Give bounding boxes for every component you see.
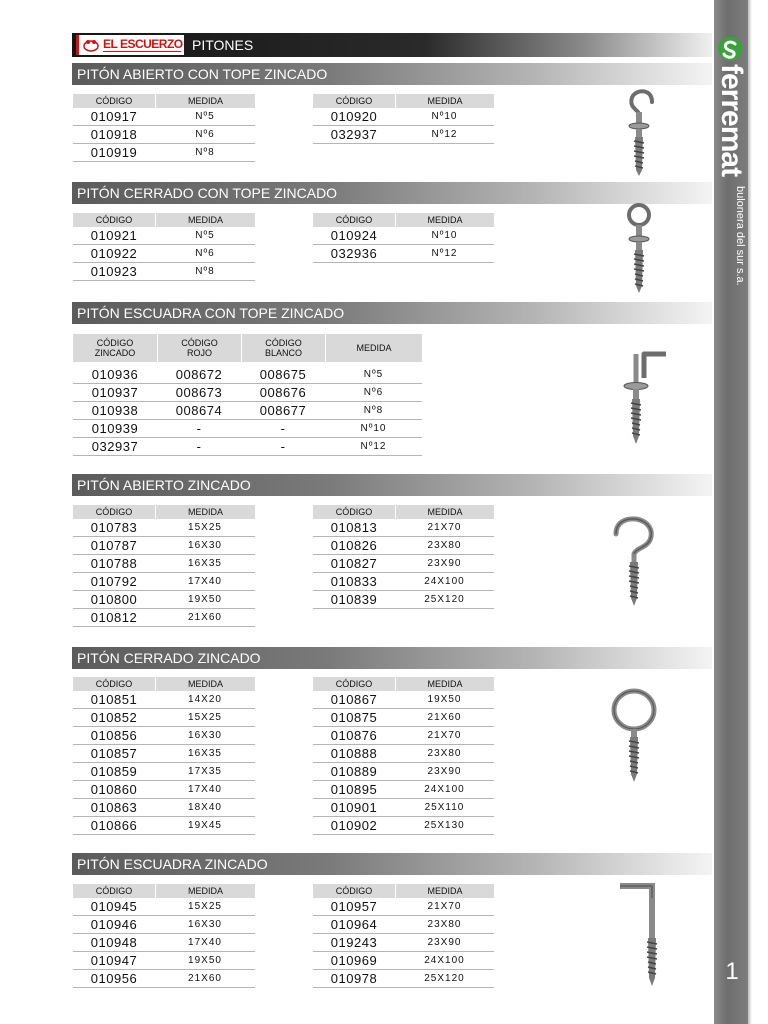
code-zincado-cell: 010938 (91, 403, 139, 418)
code-cell: 010969 (330, 953, 378, 968)
table-row (313, 126, 494, 144)
table-row (73, 420, 422, 438)
header-medida: MEDIDA (155, 213, 255, 227)
code-cell: 010917 (90, 109, 138, 124)
header-codigo: CÓDIGO (73, 505, 155, 519)
code-cell: 032937 (330, 127, 378, 142)
table-row (313, 227, 494, 245)
header-codigo: CÓDIGO (313, 505, 395, 519)
code-cell: 010902 (330, 818, 378, 833)
code-rojo-cell: - (196, 439, 202, 454)
size-cell: Nº10 (431, 230, 458, 241)
closed-eye-image (606, 688, 666, 784)
size-cell: Nº12 (431, 129, 458, 140)
size-cell: 23X90 (427, 937, 462, 948)
size-cell: 21X70 (427, 522, 462, 533)
code-zincado-cell: 010937 (91, 385, 139, 400)
code-cell: 010859 (90, 764, 138, 779)
size-cell: 25X110 (424, 802, 465, 813)
table-row (313, 537, 494, 555)
code-cell: 010889 (330, 764, 378, 779)
size-cell: 18X40 (188, 802, 222, 813)
table-row (313, 781, 494, 799)
table-row (73, 745, 255, 763)
code-cell: 010948 (90, 935, 138, 950)
table-row (73, 108, 255, 126)
size-cell: Nº5 (195, 230, 215, 241)
code-zincado-cell: 032937 (91, 439, 139, 454)
table-row (313, 817, 494, 835)
header-codigo: CÓDIGO (73, 884, 155, 898)
header-codigo: CÓDIGO (73, 677, 155, 691)
size-cell: 17X40 (188, 937, 222, 948)
table-row (313, 245, 494, 263)
size-cell: 24X100 (424, 955, 465, 966)
table-row (73, 438, 422, 456)
header-codigo: CÓDIGO (313, 884, 395, 898)
table-left-4 (73, 505, 255, 627)
open-hook-with-stop-image (618, 86, 668, 178)
code-cell: 010875 (330, 710, 378, 725)
size-cell: Nº8 (363, 405, 384, 416)
size-cell: 25X120 (424, 973, 465, 984)
size-cell: 15X25 (188, 901, 222, 912)
header-medida: MEDIDA (155, 677, 255, 691)
code-cell: 010851 (90, 692, 138, 707)
code-cell: 010792 (90, 574, 138, 589)
table-left-5 (73, 677, 255, 835)
size-cell: 16X35 (188, 748, 222, 759)
header-codigo: CÓDIGO (73, 94, 155, 108)
code-cell: 010895 (330, 782, 378, 797)
code-cell: 010918 (90, 127, 138, 142)
table-row (313, 898, 494, 916)
section-title-3: PITÓN ESCUADRA CON TOPE ZINCADO (72, 302, 712, 324)
brand-subtitle: bulonera del sur s.a. (734, 186, 746, 286)
table-row (73, 781, 255, 799)
code-cell: 010922 (90, 246, 138, 261)
size-cell: 17X35 (188, 766, 222, 777)
code-cell: 010876 (330, 728, 378, 743)
table-row (73, 691, 255, 709)
code-cell: 010964 (330, 917, 378, 932)
table-row (313, 691, 494, 709)
code-rojo-cell: 008674 (175, 403, 223, 418)
size-cell: Nº12 (360, 441, 387, 452)
code-cell: 010919 (90, 145, 138, 160)
code-cell: 010813 (330, 520, 378, 535)
code-cell: 010783 (90, 520, 138, 535)
table-row (73, 799, 255, 817)
table-row (73, 263, 255, 281)
code-cell: 010827 (330, 556, 378, 571)
code-cell: 010947 (90, 953, 138, 968)
size-cell: 21X60 (427, 712, 462, 723)
el-escuerzo-logo (76, 35, 184, 55)
table-row (73, 898, 255, 916)
size-cell: 21X60 (188, 973, 222, 984)
code-cell: 010924 (330, 228, 378, 243)
code-cell: 010920 (330, 109, 378, 124)
size-cell: Nº5 (195, 111, 215, 122)
header-codigo: CÓDIGO (313, 213, 395, 227)
table-row (313, 108, 494, 126)
code-cell: 010800 (90, 592, 138, 607)
code-cell: 010787 (90, 538, 138, 553)
open-hook-image (608, 514, 664, 608)
code-cell: 010839 (330, 592, 378, 607)
table-escuadra-tope (73, 334, 422, 456)
size-cell: 17X40 (188, 576, 222, 587)
table-right-5 (313, 677, 494, 835)
size-cell: 23X80 (427, 540, 462, 551)
table-right-4 (313, 505, 494, 609)
code-cell: 010866 (90, 818, 138, 833)
table-row (73, 573, 255, 591)
size-cell: 16X30 (188, 919, 222, 930)
size-cell: 19X50 (427, 694, 462, 705)
table-right-2 (313, 213, 494, 263)
header-medida: MEDIDA (155, 94, 255, 108)
table-row (313, 916, 494, 934)
size-cell: Nº6 (363, 387, 384, 398)
code-cell: 010923 (90, 264, 138, 279)
table-row (313, 519, 494, 537)
code-rojo-cell: - (196, 421, 202, 436)
size-cell: 25X120 (424, 594, 465, 605)
header-codigo: CÓDIGO (73, 213, 155, 227)
code-cell: 010921 (90, 228, 138, 243)
table-row (73, 591, 255, 609)
size-cell: Nº10 (360, 423, 387, 434)
table-row (73, 366, 422, 384)
table-row (313, 727, 494, 745)
code-blanco-cell: - (280, 421, 286, 436)
page-number: 1 (725, 958, 739, 985)
table-row (313, 799, 494, 817)
header-codigo: CÓDIGO (313, 94, 395, 108)
logo-text: EL ESCUERZO (103, 37, 183, 51)
closed-eye-with-stop-image (618, 202, 668, 296)
code-cell: 010946 (90, 917, 138, 932)
code-rojo-cell: 008673 (175, 385, 223, 400)
section-title-4: PITÓN ABIERTO ZINCADO (72, 474, 712, 496)
header-medida: MEDIDA (395, 884, 494, 898)
table-left-6 (73, 884, 255, 988)
code-cell: 010788 (90, 556, 138, 571)
code-rojo-cell: 008672 (175, 367, 223, 382)
size-cell: 19X50 (188, 594, 222, 605)
size-cell: 23X80 (427, 919, 462, 930)
table-row (313, 934, 494, 952)
code-blanco-cell: 008675 (259, 367, 307, 382)
code-cell: 010957 (330, 899, 378, 914)
table-row (73, 952, 255, 970)
code-cell: 010826 (330, 538, 378, 553)
code-cell: 010867 (330, 692, 378, 707)
table-row (73, 402, 422, 420)
size-cell: Nº12 (431, 248, 458, 259)
table-row (73, 817, 255, 835)
header-codigo-zincado: CÓDIGO ZINCADO (73, 334, 157, 362)
header-medida: MEDIDA (395, 505, 494, 519)
table-row (313, 763, 494, 781)
code-cell: 010856 (90, 728, 138, 743)
size-cell: 24X100 (424, 784, 465, 795)
code-cell: 010956 (90, 971, 138, 986)
table-row (313, 573, 494, 591)
square-hook-with-stop-image (614, 346, 674, 448)
size-cell: Nº8 (195, 147, 215, 158)
header-codigo: CÓDIGO (313, 677, 395, 691)
table-row (313, 709, 494, 727)
code-zincado-cell: 010939 (91, 421, 139, 436)
size-cell: Nº8 (195, 266, 215, 277)
size-cell: 21X60 (188, 612, 222, 623)
code-cell: 010852 (90, 710, 138, 725)
code-cell: 010863 (90, 800, 138, 815)
table-right-1 (313, 94, 494, 144)
table-row (73, 916, 255, 934)
size-cell: 19X45 (188, 820, 222, 831)
code-cell: 010857 (90, 746, 138, 761)
code-cell: 010978 (330, 971, 378, 986)
size-cell: 24X100 (424, 576, 465, 587)
size-cell: Nº6 (195, 248, 215, 259)
size-cell: 19X50 (188, 955, 222, 966)
code-cell: 032936 (330, 246, 378, 261)
size-cell: 23X80 (427, 748, 462, 759)
section-title-1: PITÓN ABIERTO CON TOPE ZINCADO (72, 63, 712, 85)
section-title-5: PITÓN CERRADO ZINCADO (72, 647, 712, 669)
header-medida: MEDIDA (325, 334, 422, 362)
size-cell: 16X30 (188, 730, 222, 741)
page-title: PITONES (192, 37, 254, 53)
table-row (73, 555, 255, 573)
size-cell: Nº10 (431, 111, 458, 122)
table-row (73, 519, 255, 537)
header-medida: MEDIDA (395, 677, 494, 691)
table-row (73, 727, 255, 745)
size-cell: 21X70 (427, 730, 462, 741)
table-row (73, 245, 255, 263)
table-row (73, 126, 255, 144)
table-row (313, 745, 494, 763)
brand-name: ferremat (715, 64, 748, 177)
table-row (313, 591, 494, 609)
code-cell: 010945 (90, 899, 138, 914)
frog-icon (82, 38, 100, 52)
table-row (73, 609, 255, 627)
table-left-2 (73, 213, 255, 281)
size-cell: 25X130 (424, 820, 465, 831)
table-row (73, 970, 255, 988)
table-row (73, 384, 422, 402)
header-codigo-blanco: CÓDIGO BLANCO (241, 334, 325, 362)
ferremat-logo-icon (717, 36, 743, 62)
size-cell: 23X90 (427, 766, 462, 777)
size-cell: 16X35 (188, 558, 222, 569)
table-right-6 (313, 884, 494, 988)
size-cell: Nº5 (363, 369, 384, 380)
table-row (73, 709, 255, 727)
header-medida: MEDIDA (395, 94, 494, 108)
code-cell: 019243 (330, 935, 378, 950)
square-hook-image (612, 878, 666, 990)
code-blanco-cell: - (280, 439, 286, 454)
header-medida: MEDIDA (155, 884, 255, 898)
code-cell: 010833 (330, 574, 378, 589)
size-cell: 23X90 (427, 558, 462, 569)
section-title-2: PITÓN CERRADO CON TOPE ZINCADO (72, 182, 712, 204)
size-cell: 17X40 (188, 784, 222, 795)
table-row (73, 763, 255, 781)
header-medida: MEDIDA (395, 213, 494, 227)
code-cell: 010860 (90, 782, 138, 797)
size-cell: 15X25 (188, 522, 222, 533)
size-cell: 21X70 (427, 901, 462, 912)
size-cell: 15X25 (188, 712, 222, 723)
code-cell: 010901 (330, 800, 378, 815)
size-cell: Nº6 (195, 129, 215, 140)
code-blanco-cell: 008677 (259, 403, 307, 418)
table-row (313, 970, 494, 988)
code-cell: 010812 (90, 610, 138, 625)
table-row (313, 555, 494, 573)
table-row (73, 934, 255, 952)
code-blanco-cell: 008676 (259, 385, 307, 400)
code-zincado-cell: 010936 (91, 367, 139, 382)
section-title-6: PITÓN ESCUADRA ZINCADO (72, 853, 712, 875)
table-left-1 (73, 94, 255, 162)
table-row (73, 144, 255, 162)
code-cell: 010888 (330, 746, 378, 761)
table-row (73, 227, 255, 245)
header-medida: MEDIDA (155, 505, 255, 519)
size-cell: 16X30 (188, 540, 222, 551)
table-row (73, 537, 255, 555)
logo-underline (103, 51, 181, 52)
header-codigo-rojo: CÓDIGO ROJO (157, 334, 241, 362)
size-cell: 14X20 (188, 694, 222, 705)
table-row (313, 952, 494, 970)
